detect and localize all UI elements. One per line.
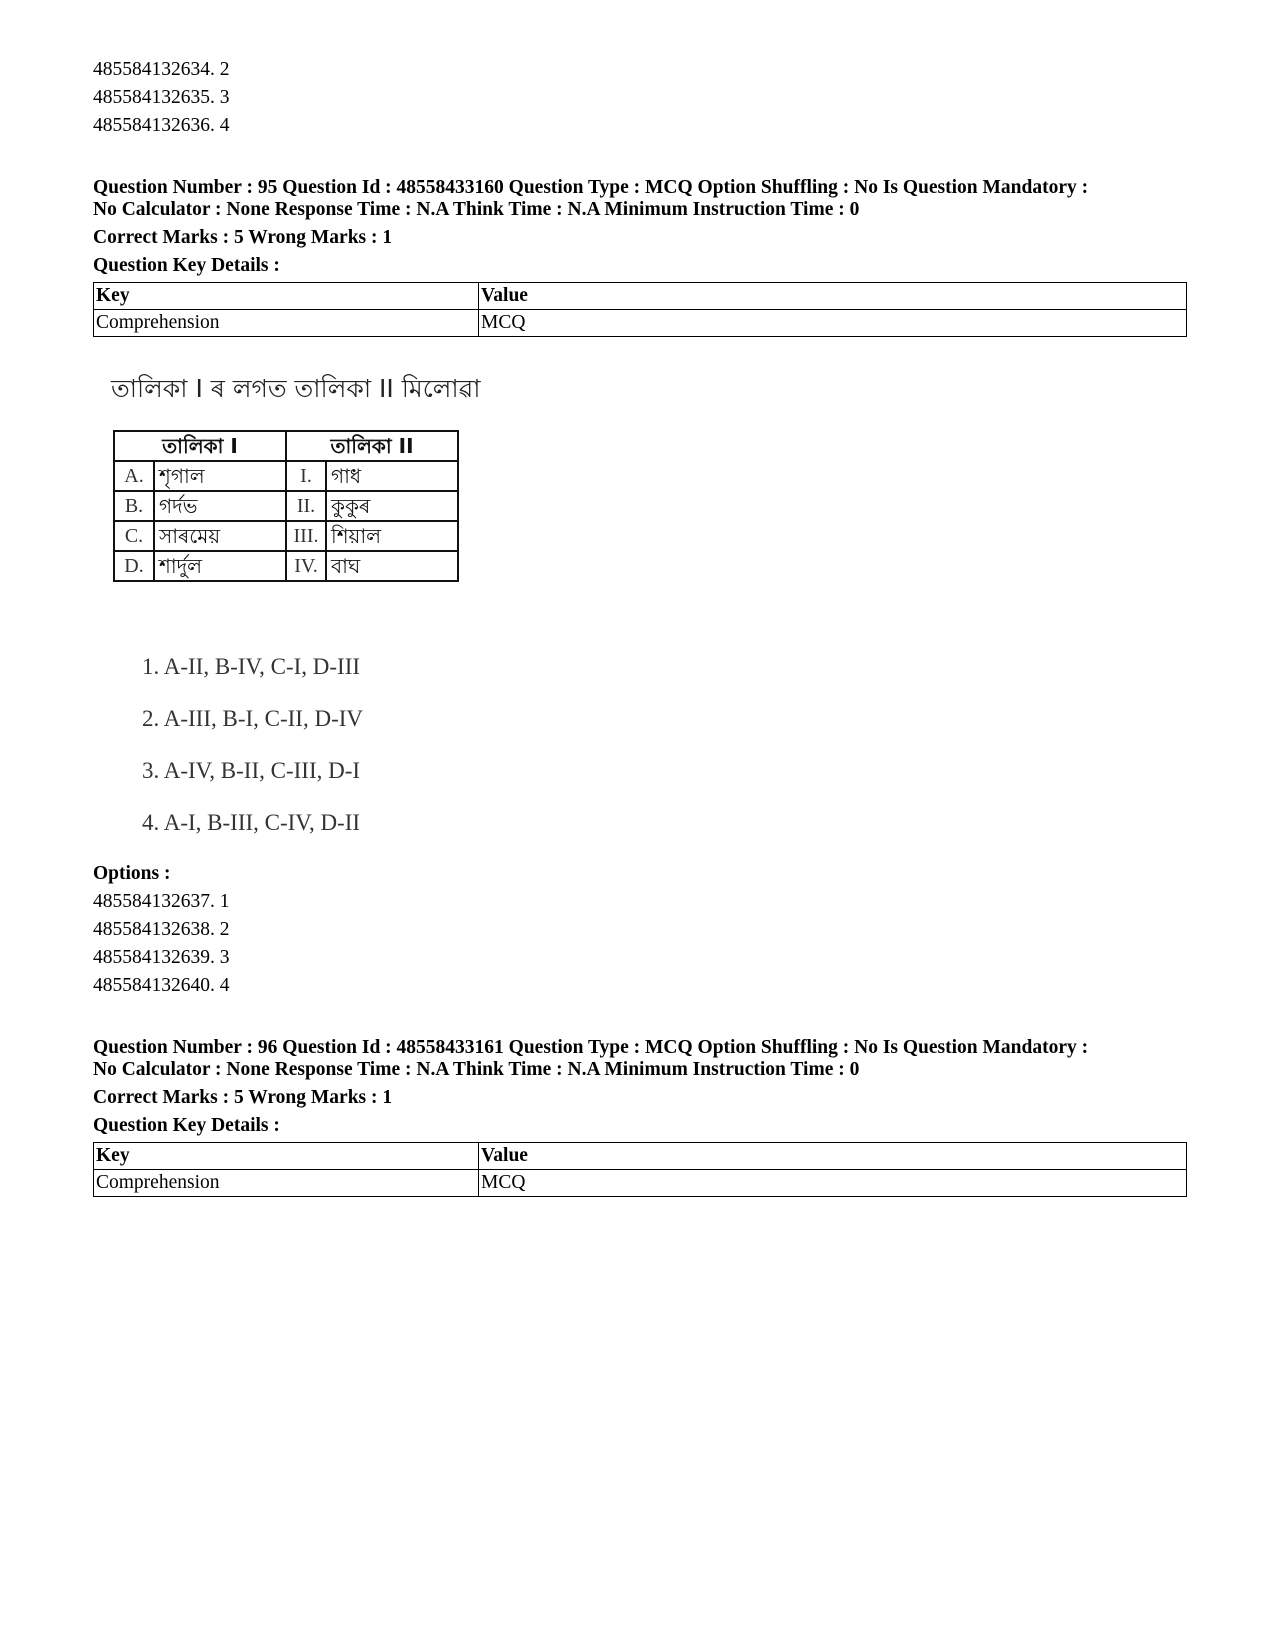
q95-option-line: 485584132639. 3	[93, 947, 230, 968]
match-label: B.	[114, 491, 154, 521]
value-header: Value	[479, 1143, 1187, 1170]
match-col2-header: তালিকা II	[286, 431, 458, 461]
q95-choice: 1. A-II, B-IV, C-I, D-III	[142, 654, 361, 679]
match-row	[114, 551, 458, 581]
q95-match-table	[113, 430, 459, 582]
value-header: Value	[479, 283, 1187, 310]
match-value: কুকুৰ	[326, 491, 458, 521]
match-value: শৃগাল	[154, 461, 286, 491]
q95-options-label: Options :	[93, 863, 171, 884]
q96-key-table	[93, 1142, 1187, 1197]
match-col1-header: তালিকা I	[114, 431, 286, 461]
q96-header-line1: Question Number : 96 Question Id : 48558433161 Question Type : MCQ Option Shuffling : No Is Question Mandatory :	[93, 1037, 1089, 1058]
match-label: I.	[286, 461, 326, 491]
match-label: C.	[114, 521, 154, 551]
match-value: বাঘ	[326, 551, 458, 581]
key-header: Key	[94, 283, 479, 310]
match-value: শিয়াল	[326, 521, 458, 551]
match-value: সাৰমেয়	[154, 521, 286, 551]
key-cell: Comprehension	[94, 310, 479, 337]
match-label: III.	[286, 521, 326, 551]
q96-marks: Correct Marks : 5 Wrong Marks : 1	[93, 1087, 393, 1108]
q95-key-table	[93, 282, 1187, 337]
match-label: II.	[286, 491, 326, 521]
match-row	[114, 461, 458, 491]
q95-option-line: 485584132640. 4	[93, 975, 230, 996]
match-label: D.	[114, 551, 154, 581]
match-row	[114, 521, 458, 551]
key-header: Key	[94, 1143, 479, 1170]
q95-header-line2: No Calculator : None Response Time : N.A Think Time : N.A Minimum Instruction Time : 0	[93, 199, 860, 220]
q95-option-line: 485584132637. 1	[93, 891, 230, 912]
prev-option-line: 485584132634. 2	[93, 59, 230, 80]
q96-header-line2: No Calculator : None Response Time : N.A Think Time : N.A Minimum Instruction Time : 0	[93, 1059, 860, 1080]
q95-choice: 4. A-I, B-III, C-IV, D-II	[142, 810, 361, 835]
match-row	[114, 491, 458, 521]
value-cell: MCQ	[479, 1170, 1187, 1197]
key-cell: Comprehension	[94, 1170, 479, 1197]
q95-instruction: তালিকা I ৰ লগত তালিকা II মিলোৱা	[111, 374, 481, 403]
prev-option-line: 485584132636. 4	[93, 115, 230, 136]
match-value: গৰ্দভ	[154, 491, 286, 521]
value-cell: MCQ	[479, 310, 1187, 337]
q95-marks: Correct Marks : 5 Wrong Marks : 1	[93, 227, 393, 248]
q95-choice: 2. A-III, B-I, C-II, D-IV	[142, 706, 363, 731]
q95-option-line: 485584132638. 2	[93, 919, 230, 940]
q95-key-details-label: Question Key Details :	[93, 255, 280, 276]
match-label: A.	[114, 461, 154, 491]
match-label: IV.	[286, 551, 326, 581]
prev-option-line: 485584132635. 3	[93, 87, 230, 108]
match-value: গাধ	[326, 461, 458, 491]
q95-choice: 3. A-IV, B-II, C-III, D-I	[142, 758, 361, 783]
match-value: শাৰ্দুল	[154, 551, 286, 581]
q95-header-line1: Question Number : 95 Question Id : 48558433160 Question Type : MCQ Option Shuffling : No Is Question Mandatory :	[93, 177, 1089, 198]
q96-key-details-label: Question Key Details :	[93, 1115, 280, 1136]
